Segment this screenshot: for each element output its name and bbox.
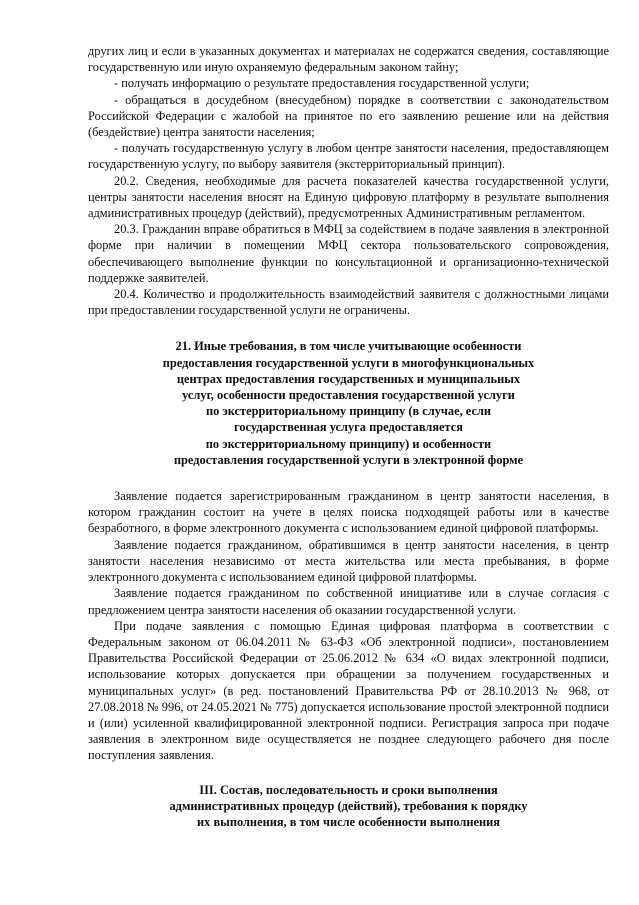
- heading-line: административных процедур (действий), требования к порядку: [169, 798, 528, 813]
- paragraph-21-registered: Заявление подается зарегистрированным гражданином в центр занятости населения, в котором гражданин состоит на учете в целях поиска подходящей работы или в качестве безработного, в форме электронного документа с использованием единой цифровой платформы.: [88, 489, 609, 536]
- paragraph-21-applied: Заявление подается гражданином, обратившимся в центр занятости населения, в центр занятости населения независимо от места жительства или места пребывания, в форме электронного документа с использованием единой цифровой платформы.: [88, 537, 609, 585]
- heading-line: центрах предоставления государственных и муниципальных: [176, 371, 521, 386]
- section-21-heading: [88, 338, 609, 468]
- paragraph-20-2: 20.2. Сведения, необходимые для расчета показателей качества государственной услуги, центры занятости населения вносят на Единую цифровую платформу в результате выполнения административных процедур (действий), предусмотренных Административным регламентом.: [88, 173, 609, 221]
- heading-line: их выполнения, в том числе особенности выполнения: [197, 814, 500, 829]
- paragraph-20-4: 20.4. Количество и продолжительность взаимодействий заявителя с должностными лицами при предоставлении государственной услуги не ограничены.: [88, 287, 609, 318]
- paragraph-20-3: 20.3. Гражданин вправе обратиться в МФЦ за содействием в подаче заявления в электронной форме при наличии в помещении МФЦ сектора пользовательского сопровождения, обеспечивающего выполнение функции по консультационной и организационно-технической поддержке заявителей.: [88, 222, 609, 285]
- heading-line: услуг, особенности предоставления государственной услуги: [182, 388, 515, 403]
- heading-line: по экстерриториальному принципу (в случае, если: [205, 404, 492, 419]
- paragraph-bullet-info: - получать информацию о результате предоставления государственной услуги;: [114, 76, 530, 91]
- heading-line: 21. Иные требования, в том числе учитывающие особенности: [175, 339, 522, 354]
- paragraph-continuation: других лиц и если в указанных документах и материалах не содержатся сведения, составляющие государственную или иную охраняемую федеральным законом тайну;: [88, 44, 609, 75]
- paragraph-bullet-extraterritorial: - получать государственную услугу в любом центре занятости населения, предоставляющем государственную услугу, по выбору заявителя (экстерриториальный принцип).: [88, 141, 609, 172]
- paragraph-21-signature: При подаче заявления с помощью Единая цифровая платформа в соответствии с Федеральным законом от 06.04.2011 № 63-ФЗ «Об электронной подписи», постановлением Правительства Российской Федерации от 25.06.2012 № 634 «О видах электронной подписи, использование которых допускается при обращении за получением государственных и муниципальных услуг» (в ред. постановлений Правительства РФ от 28.10.2013 № 968, от 27.08.2018 № 996, от 24.05.2021 № 775) допускается использование простой электронной подписи и (или) усиленной квалифицированной электронной подписи. Регистрация запроса при подаче заявления в электронном виде осуществляется не позднее следующего рабочего дня после поступления заявления.: [88, 618, 609, 763]
- heading-line: предоставления государственной услуги в многофункциональных: [162, 355, 535, 370]
- heading-line: предоставления государственной услуги в электронной форме: [173, 452, 524, 467]
- section-III-heading: [88, 782, 609, 831]
- paragraph-bullet-appeal: - обращаться в досудебном (внесудебном) порядке в соответствии с законодательством Российской Федерации с жалобой на принятое по его заявлению решение или на действия (бездействие) центра занятости населения;: [88, 92, 609, 140]
- heading-line: по экстерриториальному принципу) и особенности: [205, 436, 492, 451]
- heading-line: III. Состав, последовательность и сроки выполнения: [199, 782, 498, 797]
- heading-line: государственная услуга предоставляется: [234, 420, 463, 435]
- paragraph-21-initiative: Заявление подается гражданином по собственной инициативе или в случае согласия с предложением центра занятости населения об оказании государственной услуги.: [88, 586, 609, 617]
